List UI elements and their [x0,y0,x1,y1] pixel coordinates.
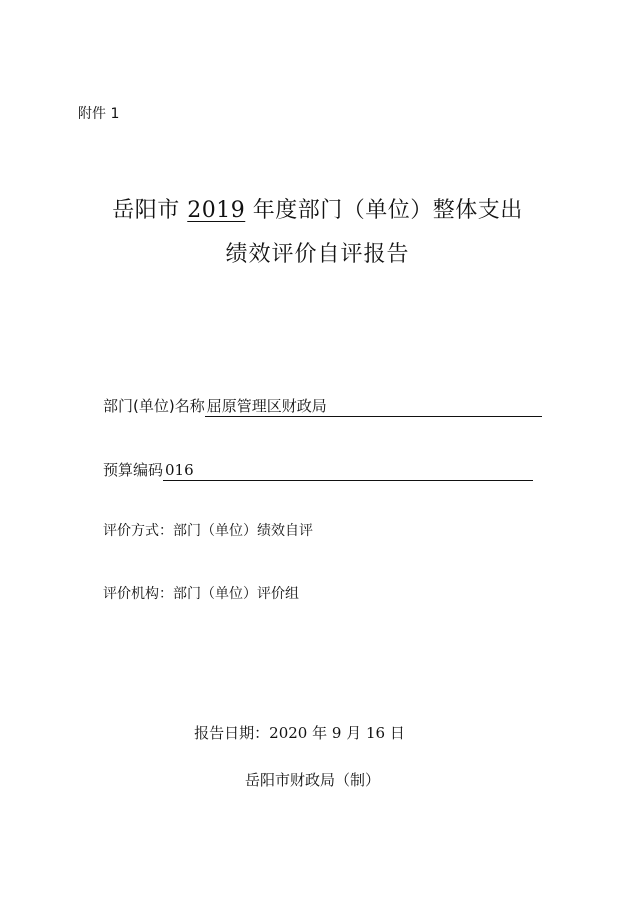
evaluation-org-field [103,583,299,605]
dept-name-value: 屈原管理区财政局 [205,396,542,417]
evaluation-org-label: 评价机构： [103,586,173,602]
evaluation-method-value: 部门（单位）绩效自评 [173,523,313,539]
attachment-label: 附件 1 [78,106,120,122]
document-title-line2: 绩效评价自评报告 [225,242,410,267]
evaluation-method-label: 评价方式： [103,523,173,539]
budget-code-label: 预算编码 [103,461,164,479]
title-suffix: 年度部门（单位）整体支出 [245,198,523,223]
evaluation-org-value: 部门（单位）评价组 [173,586,299,602]
report-date: 报告日期：2020 年 9 月 16 日 [194,724,405,742]
title-prefix: 岳阳市 [112,198,188,223]
document-title-line1 [0,196,635,226]
title-year: 2019 [187,198,246,223]
issuer: 岳阳市财政局（制） [244,771,380,789]
budget-code-field [103,459,533,481]
dept-name-label: 部门(单位)名称 [103,397,205,415]
budget-code-value: 016 [163,460,533,481]
evaluation-method-field [103,520,313,542]
dept-name-field [103,395,542,417]
